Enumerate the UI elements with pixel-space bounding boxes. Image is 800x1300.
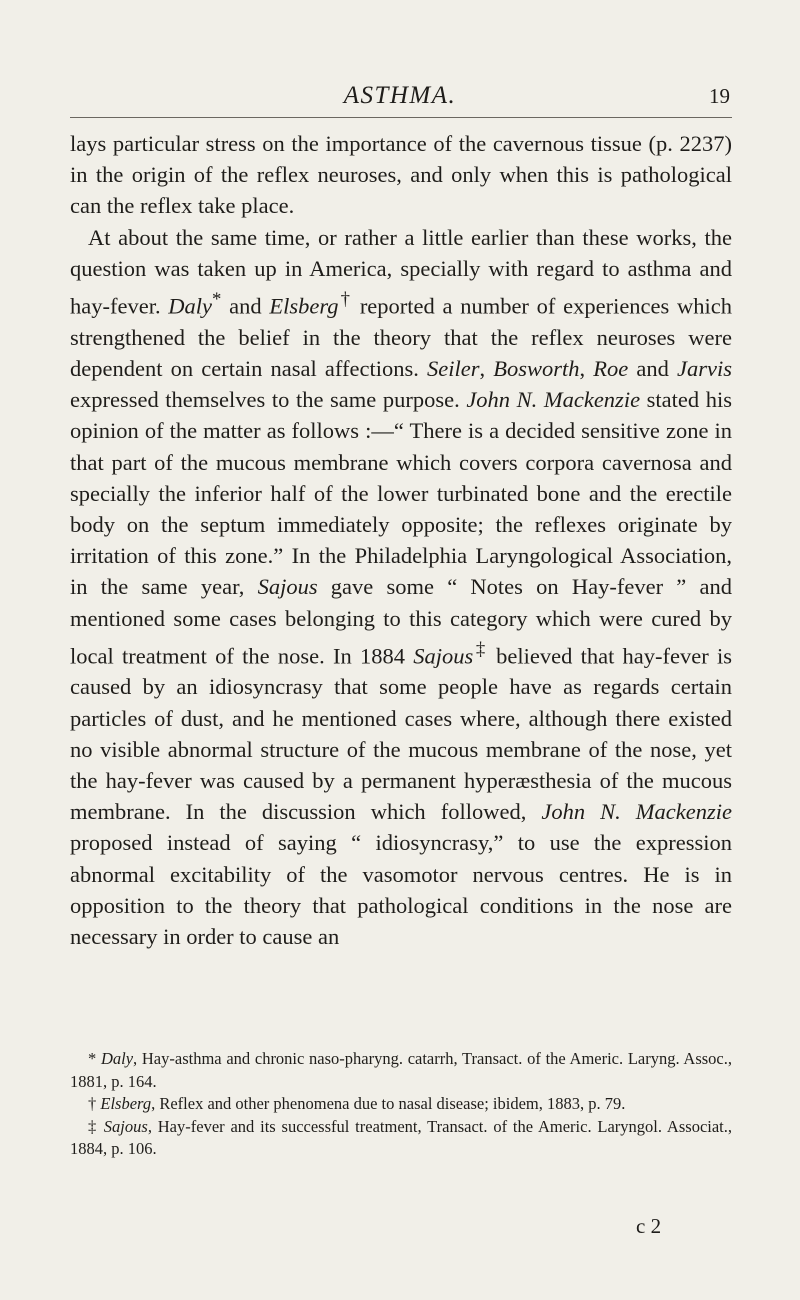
signature-mark: c 2 [636, 1214, 662, 1238]
text-segment: , [479, 355, 494, 381]
text-segment: reported a number of experiences which strengthened the belief in the theory that the reflex neuroses were dependent on certain nasal affections. [70, 293, 732, 381]
footnote-author: Daly [100, 1049, 134, 1068]
body-text [70, 128, 732, 952]
paragraph-1: lays particular stress on the importance of the cavernous tissue (p. 2237) in the origin of the reflex neuroses, and only when this is pathological can the reflex take place. [70, 131, 732, 219]
text-segment: gave some “ Notes on Hay-fever ” and mentioned some cases belonging to this category which were cured by local treatment of the nose. In 1884 [70, 574, 732, 669]
footnote-1 [70, 1048, 732, 1093]
author-elsberg: Elsberg [269, 293, 339, 319]
page-number: 19 [709, 84, 730, 108]
text-segment: At about the same time, or rather a little earlier than these works, the question was taken up in America, specially with regard to asthma and hay-fever. [70, 224, 732, 319]
footnote-author: Sajous [103, 1116, 148, 1136]
footnote-text: , Hay-asthma and chronic naso-pharyng. catarrh, Transact. of the Americ. Laryng. Assoc., 1881, p. 164. [70, 1049, 733, 1091]
footnote-3 [70, 1116, 732, 1161]
text-segment: expressed themselves to the same purpose. [70, 387, 467, 413]
text-segment: and [628, 355, 678, 381]
footnote-mark: ‡ [473, 638, 488, 660]
author-sajous: Sajous [257, 574, 318, 600]
author-mackenzie: John N. Mackenzie [466, 387, 641, 413]
footnote-author: Elsberg [100, 1094, 152, 1113]
author-roe: Roe [593, 355, 629, 381]
running-title: ASTHMA. [343, 82, 457, 109]
paragraph-2 [70, 222, 732, 953]
author-bosworth: Bosworth [493, 355, 580, 381]
footnote-mark: * [212, 289, 222, 311]
text-segment: believed that hay-fever is caused by an idiosyncrasy that some people have as regards certain particles of dust, and he mentioned cases where, although there existed no visible abnormal structure of the mucous membrane of the nose, yet the hay-fever was caused by a permanent hyperæsthesia of the mucous membrane. In the discussion which followed, [70, 643, 732, 825]
text-segment: proposed instead of saying “ idiosyncrasy,” to use the expression abnormal excitability of the vasomotor nervous centres. He is in opposition to the theory that pathological conditions in the nose are necessary in order to cause an [70, 830, 732, 950]
footnote-symbol: ‡ [88, 1116, 104, 1136]
footnote-symbol: * [88, 1049, 101, 1068]
author-jarvis: Jarvis [677, 355, 733, 381]
author-mackenzie: John N. Mackenzie [541, 799, 732, 825]
footnote-mark: † [338, 289, 353, 311]
footnote-symbol: † [88, 1094, 101, 1113]
header-rule [70, 117, 732, 118]
author-seiler: Seiler [426, 355, 480, 381]
text-segment: , [579, 355, 594, 381]
author-sajous: Sajous [413, 643, 474, 669]
footnote-text: , Reflex and other phenomena due to nasal disease; ibidem, 1883, p. 79. [151, 1094, 626, 1113]
footnotes [70, 1048, 732, 1161]
footnote-text: , Hay-fever and its successful treatment, Transact. of the Americ. Laryngol. Associat., 1884, p. 106. [70, 1116, 733, 1158]
text-segment: stated his opinion of the matter as follows :—“ There is a decided sensitive zone in that part of the mucous membrane which covers corpora cavernosa and specially the inferior half of the lower turbinated bone and the erectile body on the septum immediately opposite; the reflexes originate by irritation of this zone.” In the Philadelphia Laryngological Association, in the same year, [70, 387, 732, 600]
author-daly: Daly [168, 293, 213, 319]
running-head [70, 82, 730, 122]
text-segment: and [221, 293, 270, 319]
footnote-2 [70, 1093, 732, 1116]
